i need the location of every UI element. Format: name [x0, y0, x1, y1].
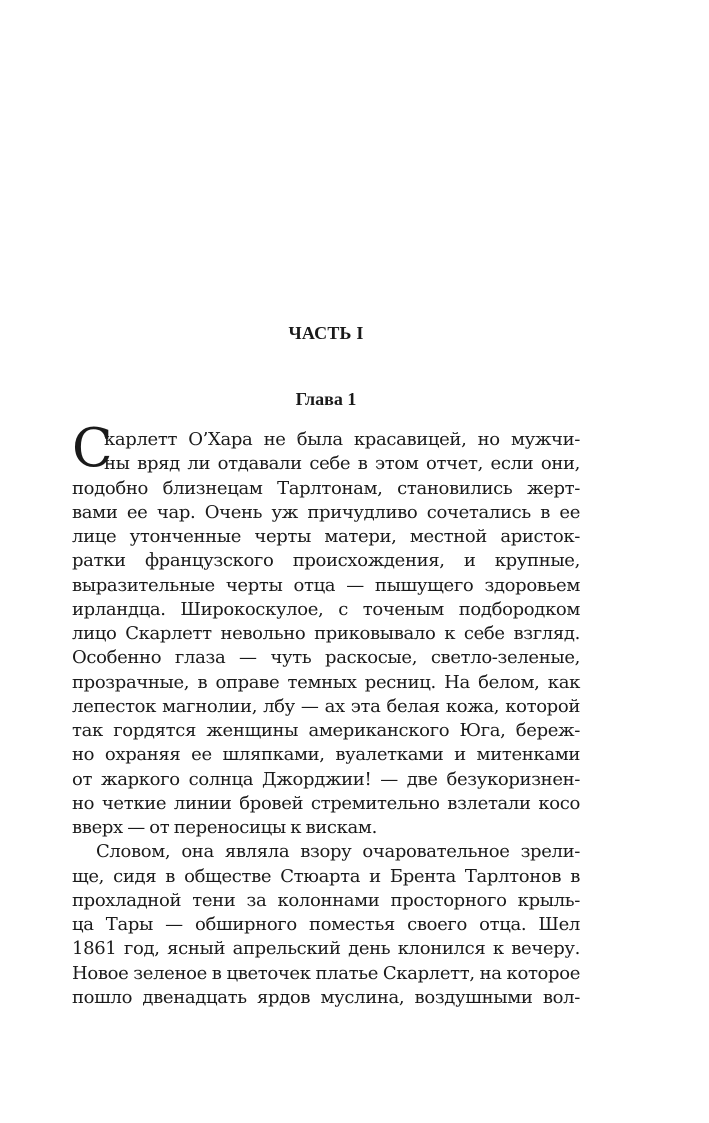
chapter-heading: Глава 1	[295, 389, 357, 409]
text-line: Словом, она являла взору очаровательное зрели-	[96, 841, 580, 863]
text-line: карлетт О’Хара не была красавицей, но мужчи-	[104, 429, 580, 450]
text-line: ца Тары — обширного поместья своего отца. Шел	[72, 914, 580, 935]
text-line: Новое зеленое в цветочек платье Скарлетт, на которое	[72, 962, 580, 984]
text-line: выразительные черты отца — пышущего здоровьем	[72, 574, 580, 596]
drop-cap: С	[72, 418, 113, 479]
text-line: от жаркого солнца Джорджии! — две безукоризнен-	[72, 768, 580, 790]
text-line: лепесток магнолии, лбу — ах эта белая кожа, которой	[72, 695, 580, 717]
text-line: пошло двенадцать ярдов муслина, воздушными вол-	[72, 986, 580, 1008]
part-heading: ЧАСТЬ I	[288, 323, 364, 343]
chapter-body-text	[72, 428, 580, 1010]
text-line: так гордятся женщины американского Юга, береж-	[72, 720, 580, 741]
text-line: вами ее чар. Очень уж причудливо сочетались в ее	[72, 501, 580, 523]
text-line: но четкие линии бровей стремительно взлетали косо	[72, 792, 580, 814]
text-line: ны вряд ли отдавали себе в этом отчет, если они,	[104, 453, 580, 475]
text-line: 1861 год, ясный апрельский день клонился к вечеру.	[72, 938, 580, 960]
text-line: ирландца. Широкоскулое, с точеным подбородком	[72, 598, 580, 620]
text-line: ратки французского происхождения, и крупные,	[72, 550, 580, 572]
text-line: ще, сидя в обществе Стюарта и Брента Тарлтонов в	[72, 865, 580, 887]
text-line: но охраняя ее шляпками, вуалетками и митенками	[72, 744, 580, 766]
text-line: подобно близнецам Тарлтонам, становились жерт-	[72, 477, 580, 499]
text-line: вверх — от переносицы к вискам.	[72, 817, 377, 838]
text-line: прохладной тени за колоннами просторного крыль-	[72, 889, 580, 911]
text-line: прозрачные, в оправе темных ресниц. На белом, как	[72, 671, 580, 693]
text-line: Особенно глаза — чуть раскосые, светло-зеленые,	[72, 647, 580, 669]
text-line: лицо Скарлетт невольно приковывало к себе взгляд.	[72, 623, 580, 644]
text-line: лице утонченные черты матери, местной аристок-	[72, 526, 580, 547]
